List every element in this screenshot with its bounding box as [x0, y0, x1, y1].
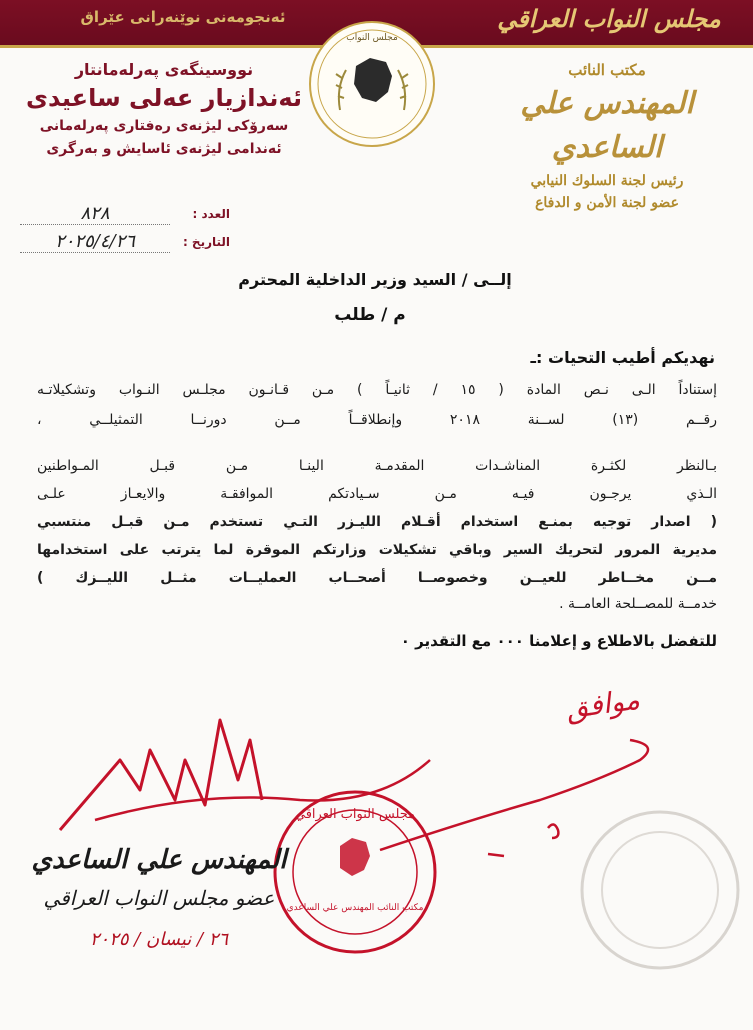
signature-title: عضو مجلس النواب العراقي: [43, 886, 275, 910]
signature-date: ٢٦ / نيسان / ٢٠٢٥: [89, 929, 229, 950]
official-stamp: [275, 792, 435, 952]
embossed-seal-inner: [602, 832, 718, 948]
arabic-line-role1: رئيس لجنة السلوك النيابي: [530, 173, 684, 189]
approval-handwriting: موافق: [563, 682, 642, 726]
red-minute-mark: [548, 824, 558, 838]
reference-date-label: التاريخ :: [182, 235, 230, 249]
kurdish-line-name: ئەندازیار عەلی ساعیدی: [26, 84, 302, 112]
body-paragraph-line: مــن مخــاطر للعيــن وخصوصــا أصحــاب العمليــات مثــل الليــزك ): [37, 570, 717, 586]
reference-number-value: ٨٢٨: [20, 203, 170, 225]
body-paragraph-line: مديرية المرور لتحريك السير وباقي تشكيلات وزارتكم الموقرة لما يترتب على استخدامها: [37, 542, 717, 558]
signature-name: المهندس علي الساعدي: [31, 845, 287, 875]
body-paragraph-line: الـذي يرجـون فيـه مـن سـيادتكم الموافقـة والايعـاز علـى: [37, 486, 717, 502]
stamp-center-text: مكتب النائب المهندس علي الساعدي: [286, 903, 424, 913]
stamp-ring-text: مجلس النواب العراقي: [294, 807, 416, 822]
arabic-line-office: مكتب النائب: [568, 61, 646, 79]
greeting-line: نهديكم أطيب التحيات :ـ: [530, 348, 715, 367]
body-paragraph-line: ( اصدار توجيه بمنـع استخدام أقـلام الليـزر التـي تستخدم مـن قبـل منتسبي: [37, 514, 717, 530]
body-paragraph-line: خدمــة للمصــلحة العامــة .: [559, 596, 717, 612]
subject-line: م / طلب: [334, 305, 406, 325]
kurdish-line-role2: ئەندامی لیژنەی ئاسایش و بەرگری: [46, 141, 282, 157]
kurdish-line-office: نووسینگەی پەرلەمانتار: [74, 60, 254, 79]
reference-number-label: العدد :: [192, 207, 230, 221]
body-paragraph-line: بـالنظر لكثـرة المناشـدات المقدمـة الينـا مـن قبـل المـواطنين: [37, 458, 717, 474]
header-band-kurdish-text: ئه‌نجومه‌نی نوێنه‌رانی عێراق: [80, 8, 286, 26]
body-paragraph-line: إستناداً الـى نـص المادة ( ١٥ / ثانيـاً ) مـن قـانـون مجلـس النـواب وتشكيلاتـه: [37, 382, 717, 398]
embossed-seal: [582, 812, 738, 968]
signature-block: [24, 840, 294, 964]
body-paragraph-line: رقــم (١٣) لســنة ٢٠١٨ وإنطلاقــاً مــن دورنــا التمثيلــي ،: [37, 412, 717, 428]
red-signature-scribble: [60, 720, 262, 830]
arabic-line-name: المهندس علي الساعدي: [520, 86, 694, 165]
reference-date-value: ٢٠٢٥/٤/٢٦: [20, 231, 170, 253]
closing-line: للتفضل بالاطلاع و إعلامنا ٠٠٠ مع التقدير ٠: [400, 632, 717, 650]
emblem-text: مجلس النواب: [346, 33, 398, 43]
red-minute-mark-2: [488, 854, 504, 856]
header-band-arabic-text: مجلس النواب العراقي: [497, 4, 721, 33]
kurdish-line-role1: سەرۆکی لیژنەی رەفتاری پەرلەمانی: [39, 118, 289, 134]
arabic-line-role2: عضو لجنة الأمن و الدفاع: [535, 195, 679, 211]
recipient-line: إلــى / السيد وزير الداخلية المحترم: [238, 270, 512, 289]
